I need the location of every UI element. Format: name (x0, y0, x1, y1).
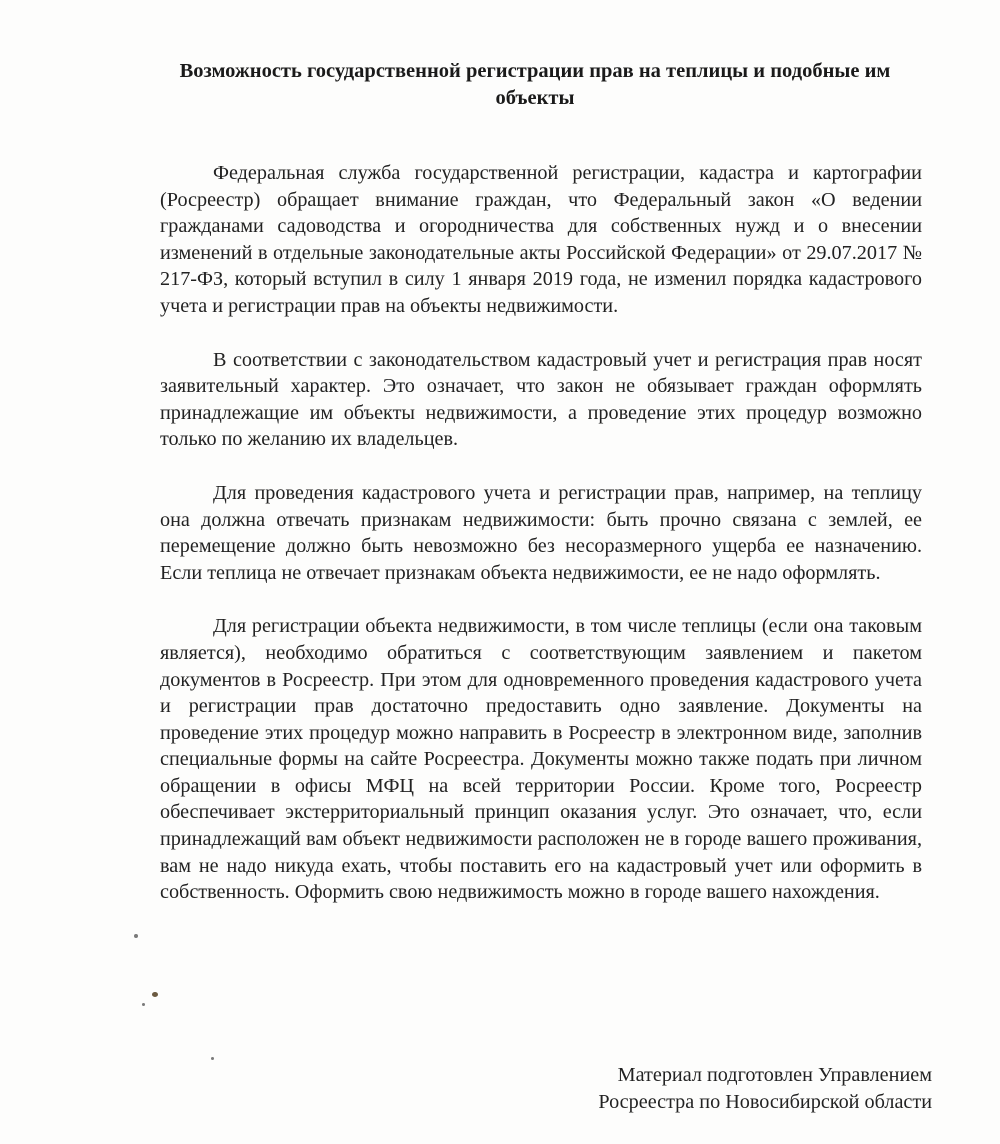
scan-speck (211, 1057, 214, 1060)
signature-line-1: Материал подготовлен Управлением (617, 1064, 932, 1086)
paragraph-legislation: В соответствии с законодательством кадастровый учет и регистрация прав носят заявительный характер. Это означает, что закон не обязывает граждан оформлять принадлежащие им объекты недвижимости, а проведение этих процедур возможно только по желанию их владельцев. (160, 348, 922, 451)
scan-speck (152, 992, 158, 997)
document-title: Возможность государственной регистрации прав на теплицы и подобные им объекты (179, 60, 891, 109)
scan-speck (134, 934, 138, 938)
paragraph-registration-procedure: Для регистрации объекта недвижимости, в том числе теплицы (если она таковым является), необходимо обратиться с соответствующим заявлением и пакетом документов в Росреестр. При этом для одновременного проведения кадастрового учета и регистрации прав достаточно предоставить одно заявление. Документы на проведение этих процедур можно направить в Росреестр в электронном виде, заполнив специальные формы на сайте Росреестра. Документы можно также подать при личном обращении в офисы МФЦ на всей территории России. Кроме того, Росреестр обеспечивает экстерриториальный принцип оказания услуг. Это означает, что, если принадлежащий вам объект недвижимости расположен не в городе вашего проживания, вам не надо никуда ехать, чтобы поставить его на кадастровый учет или оформить в собственность. Оформить свою недвижимость можно в городе вашего нахождения. (160, 615, 922, 904)
paragraph-intro: Федеральная служба государственной регистрации, кадастра и картографии (Росреестр) обращает внимание граждан, что Федеральный закон «О ведении гражданами садоводства и огородничества для собственных нужд и о внесении изменений в отдельные законодательные акты Российской Федерации» от 29.07.2017 № 217-ФЗ, который вступил в силу 1 января 2019 года, не изменил порядка кадастрового учета и регистрации прав на объекты недвижимости. (160, 162, 922, 317)
paragraph-greenhouse-criteria: Для проведения кадастрового учета и регистрации прав, например, на теплицу она должна отвечать признакам недвижимости: быть прочно связана с землей, ее перемещение должно быть невозможно без несоразмерного ущерба ее назначению. Если теплица не отвечает признакам объекта недвижимости, ее не надо оформлять. (160, 481, 922, 584)
signature-block (520, 1062, 932, 1115)
scan-speck (142, 1003, 145, 1006)
signature-line-2: Росреестра по Новосибирской области (598, 1090, 932, 1113)
document-body (160, 160, 922, 933)
